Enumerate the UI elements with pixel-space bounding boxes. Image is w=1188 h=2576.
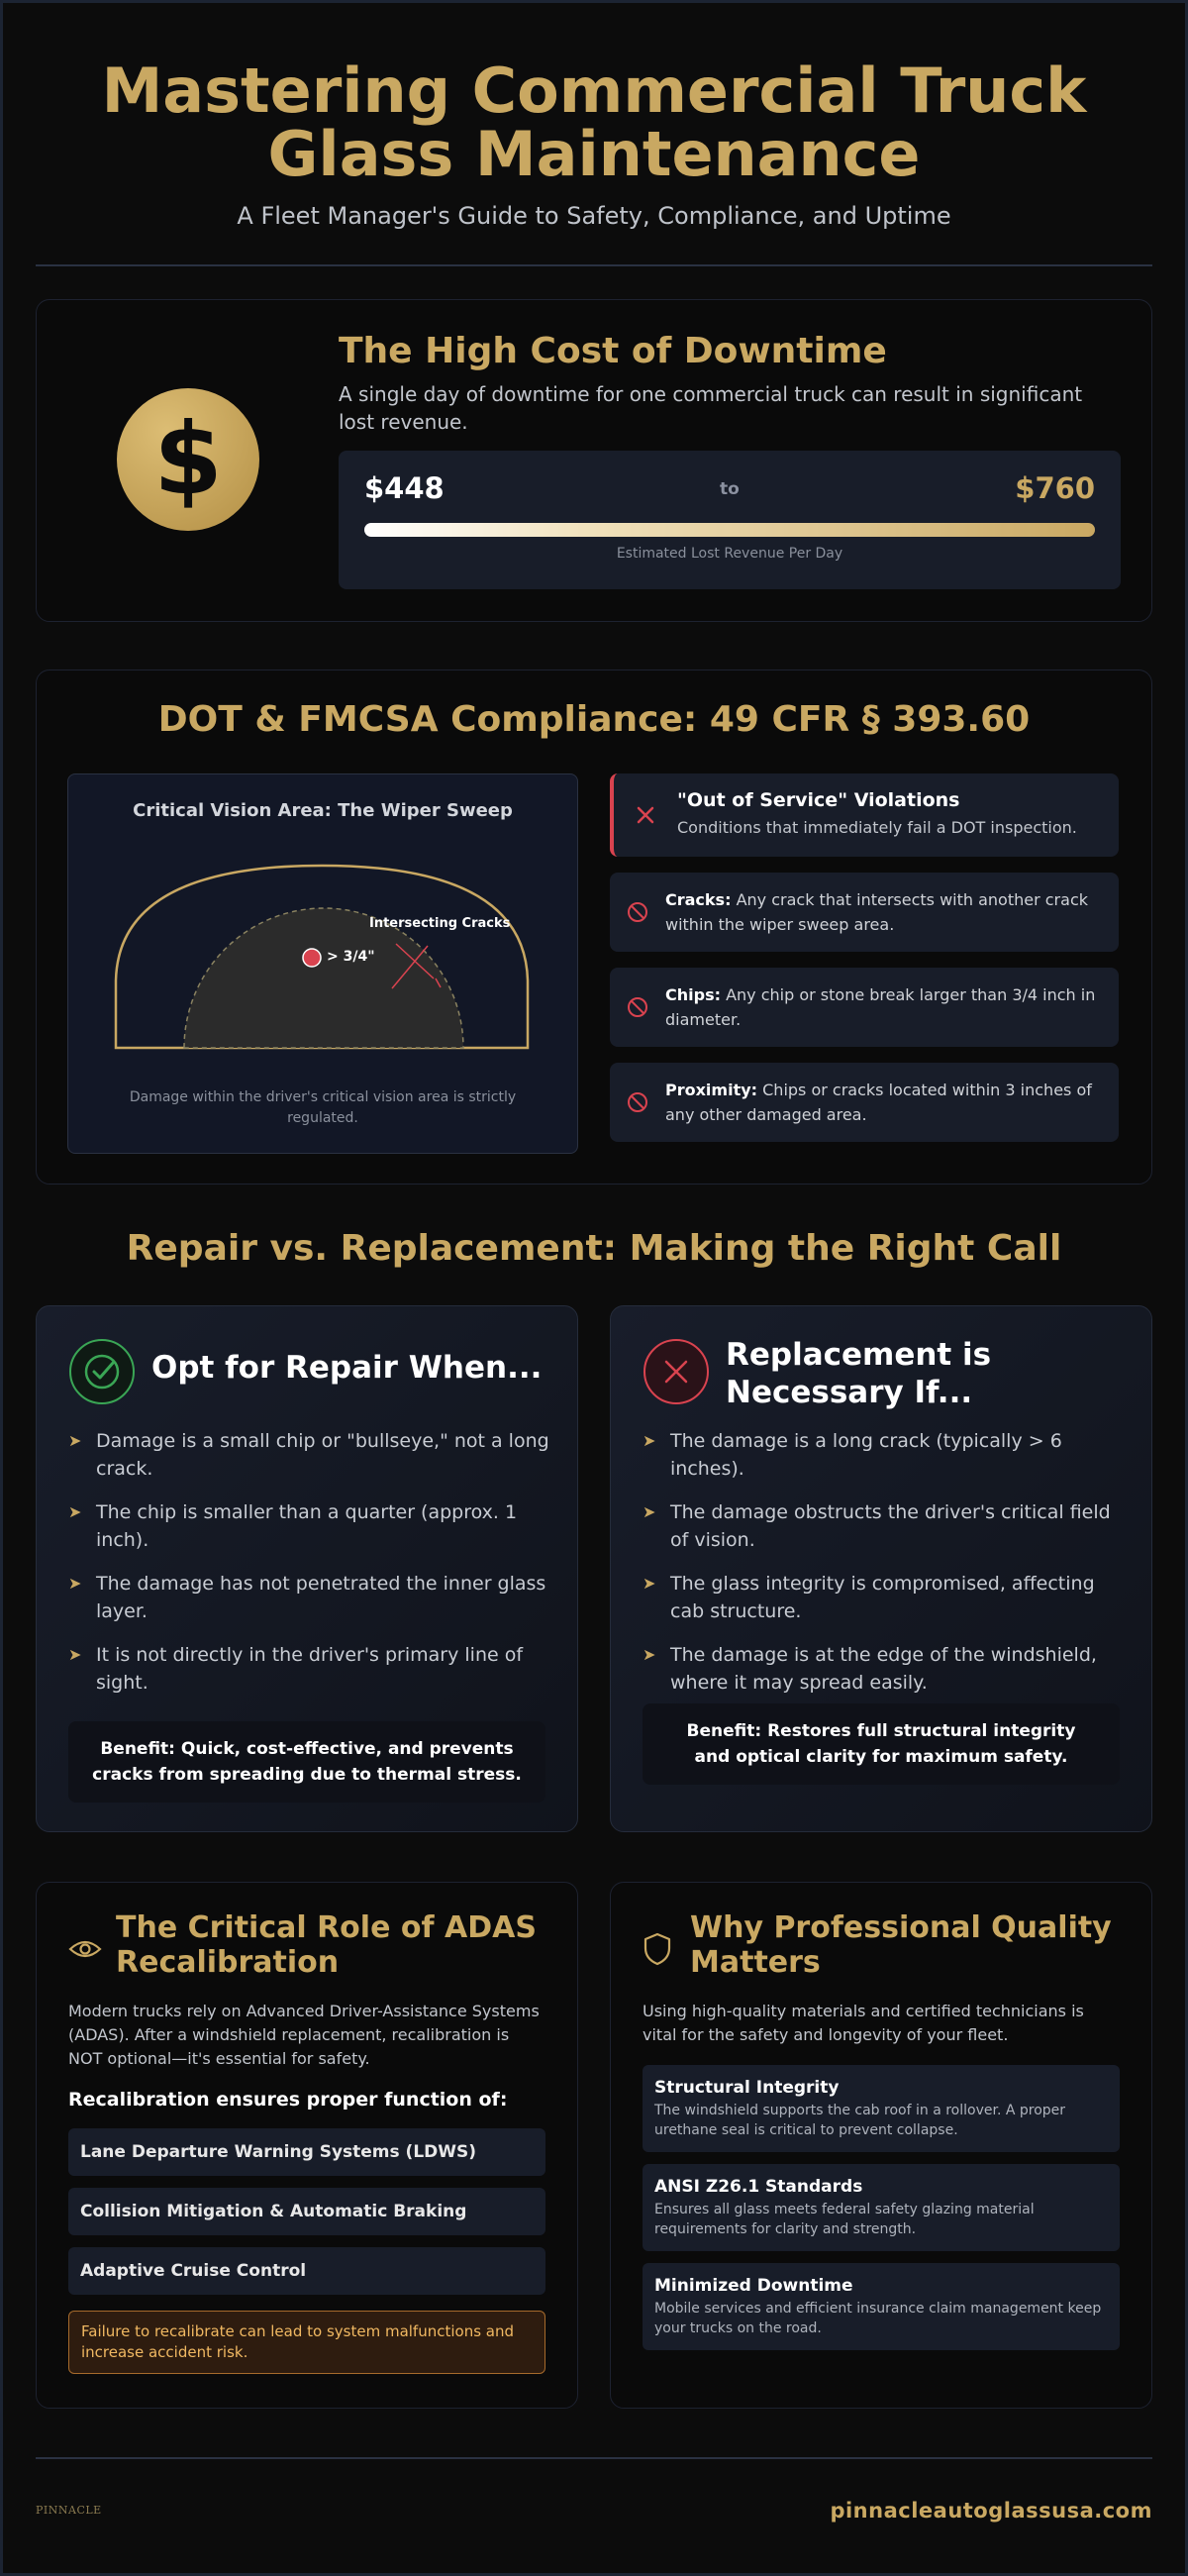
violation-detail: Chips or cracks located within 3 inches of any other damaged area. [665,1081,1092,1124]
adas-title-line2: Recalibration [116,1945,340,1980]
replace-list [643,1427,1124,1712]
replace-title-line2: Necessary If... [726,1375,973,1410]
violation-text [665,887,1099,937]
shield-icon [643,1932,672,1966]
check-circle-icon [68,1338,136,1405]
arrow-icon: ➤ [643,1502,656,1521]
adas-system-item: Adaptive Cruise Control [68,2247,545,2295]
list-item-text: The damage has not penetrated the inner glass layer. [96,1573,546,1622]
adas-title [116,1910,537,1980]
chip-size-label: > 3/4" [327,949,375,965]
list-item-text: The damage is at the edge of the windshield, where it may spread easily. [670,1644,1097,1694]
compliance-title: DOT & FMCSA Compliance: 49 CFR § 393.60 [157,699,1031,740]
website-link[interactable]: pinnacleautoglassusa.com [830,2499,1152,2523]
list-item [643,1498,1124,1554]
violation-detail: Any crack that intersects with another crack within the wiper sweep area. [665,890,1088,934]
adas-list-title: Recalibration ensures proper function of: [68,2089,508,2111]
oos-title: "Out of Service" Violations [677,789,960,811]
arrow-icon: ➤ [643,1574,656,1593]
quality-item-title: ANSI Z26.1 Standards [654,2177,863,2197]
quality-item-desc: Ensures all glass meets federal safety glazing material requirements for clarity and strength. [654,2202,1035,2237]
eye-icon [68,1938,102,1960]
replace-card [610,1305,1152,1832]
repair-list [68,1427,549,1712]
quality-description: Using high-quality materials and certified technicians is vital for the safety and longevity of your fleet. [643,2002,1084,2044]
downtime-description: A single day of downtime for one commercial truck can result in significant lost revenue. [339,382,1083,434]
prohibited-icon [626,995,649,1019]
quality-card [610,1882,1152,2409]
quality-item [643,2263,1120,2350]
quality-item [643,2065,1120,2152]
list-item-text: The damage obstructs the driver's critical field of vision. [670,1501,1111,1551]
replace-benefit: Benefit: Restores full structural integrity and optical clarity for maximum safety. [643,1703,1120,1785]
violation-label: Proximity: [665,1081,758,1099]
adas-title-line1: The Critical Role of ADAS [116,1910,537,1945]
arrow-icon: ➤ [643,1645,656,1664]
violation-text [665,982,1099,1032]
quality-item-desc: Mobile services and efficient insurance claim management keep your trucks on the road. [654,2301,1102,2336]
repair-section-title: Repair vs. Replacement: Making the Right Call [126,1228,1062,1269]
violation-item-chips [610,968,1119,1047]
quality-title-line2: Matters [690,1945,821,1980]
quality-item [643,2164,1120,2251]
violation-item-proximity [610,1063,1119,1142]
quality-item-title: Minimized Downtime [654,2276,853,2296]
replace-card-title [726,1336,991,1411]
prohibited-icon [626,900,649,924]
list-item [643,1641,1124,1697]
arrow-icon: ➤ [643,1431,656,1450]
violation-label: Cracks: [665,890,732,909]
adas-card [36,1882,578,2409]
repair-card [36,1305,578,1832]
revenue-high-value: $760 [1015,471,1095,505]
header-divider [36,264,1152,266]
close-x-icon [634,803,657,827]
repair-card-title: Opt for Repair When... [151,1350,543,1386]
list-item [68,1498,549,1554]
intersecting-cracks-label: Intersecting Cracks [369,916,511,931]
adas-system-item: Lane Departure Warning Systems (LDWS) [68,2128,545,2176]
revenue-range-bar [364,523,1095,537]
arrow-icon: ➤ [68,1431,82,1450]
page-title [0,54,1188,190]
revenue-low-value: $448 [364,471,445,505]
repair-benefit: Benefit: Quick, cost-effective, and prevents cracks from spreading due to thermal stress. [68,1721,545,1803]
adas-system-item: Collision Mitigation & Automatic Braking [68,2188,545,2235]
violation-text [665,1078,1099,1127]
list-item-text: Damage is a small chip or "bullseye," not a long crack. [96,1430,549,1480]
dollar-coin-icon: $ [117,388,259,531]
list-item-text: It is not directly in the driver's primary line of sight. [96,1644,524,1694]
violation-item-cracks [610,873,1119,952]
revenue-to-label: to [720,479,740,499]
violation-detail: Any chip or stone break larger than 3/4 inch in diameter. [665,985,1096,1029]
footer-divider [36,2457,1152,2459]
list-item-text: The chip is smaller than a quarter (approx. 1 inch). [96,1501,518,1551]
downtime-title: The High Cost of Downtime [339,331,887,371]
page-title-line1: Mastering Commercial Truck [101,54,1087,127]
adas-description: Modern trucks rely on Advanced Driver-Assistance Systems (ADAS). After a windshield replacement, recalibration is NOT optional—it's essential for safety. [68,2002,540,2068]
oos-description: Conditions that immediately fail a DOT inspection. [677,818,1077,837]
violation-label: Chips: [665,985,721,1004]
wiper-diagram-title: Critical Vision Area: The Wiper Sweep [133,800,513,821]
oos-violations-box [610,773,1119,857]
quality-title-line1: Why Professional Quality [690,1910,1112,1945]
list-item [68,1641,549,1697]
list-item-text: The damage is a long crack (typically > 6 inches). [670,1430,1062,1480]
arrow-icon: ➤ [68,1502,82,1521]
quality-item-title: Structural Integrity [654,2078,840,2098]
wiper-sweep-diagram [99,852,544,1060]
revenue-bar-caption: Estimated Lost Revenue Per Day [616,546,843,562]
arrow-icon: ➤ [68,1645,82,1664]
quality-item-desc: The windshield supports the cab roof in a rollover. A proper urethane seal is critical to prevent collapse. [654,2103,1066,2138]
list-item [643,1427,1124,1483]
page-subtitle: A Fleet Manager's Guide to Safety, Compliance, and Uptime [237,202,951,230]
adas-warning: Failure to recalibrate can lead to system malfunctions and increase accident risk. [68,2311,545,2374]
revenue-panel [339,451,1121,589]
replace-title-line1: Replacement is [726,1337,992,1373]
prohibited-icon [626,1090,649,1114]
list-item [68,1427,549,1483]
list-item-text: The glass integrity is compromised, affecting cab structure. [670,1573,1095,1622]
company-logo: PINNACLE [36,2504,102,2517]
list-item [68,1570,549,1625]
quality-title [690,1910,1112,1980]
arrow-icon: ➤ [68,1574,82,1593]
chip-marker [303,949,321,967]
x-circle-icon [643,1338,710,1405]
page-title-line2: Glass Maintenance [267,118,921,190]
wiper-diagram-caption: Damage within the driver's critical vision area is strictly regulated. [129,1089,517,1126]
list-item [643,1570,1124,1625]
